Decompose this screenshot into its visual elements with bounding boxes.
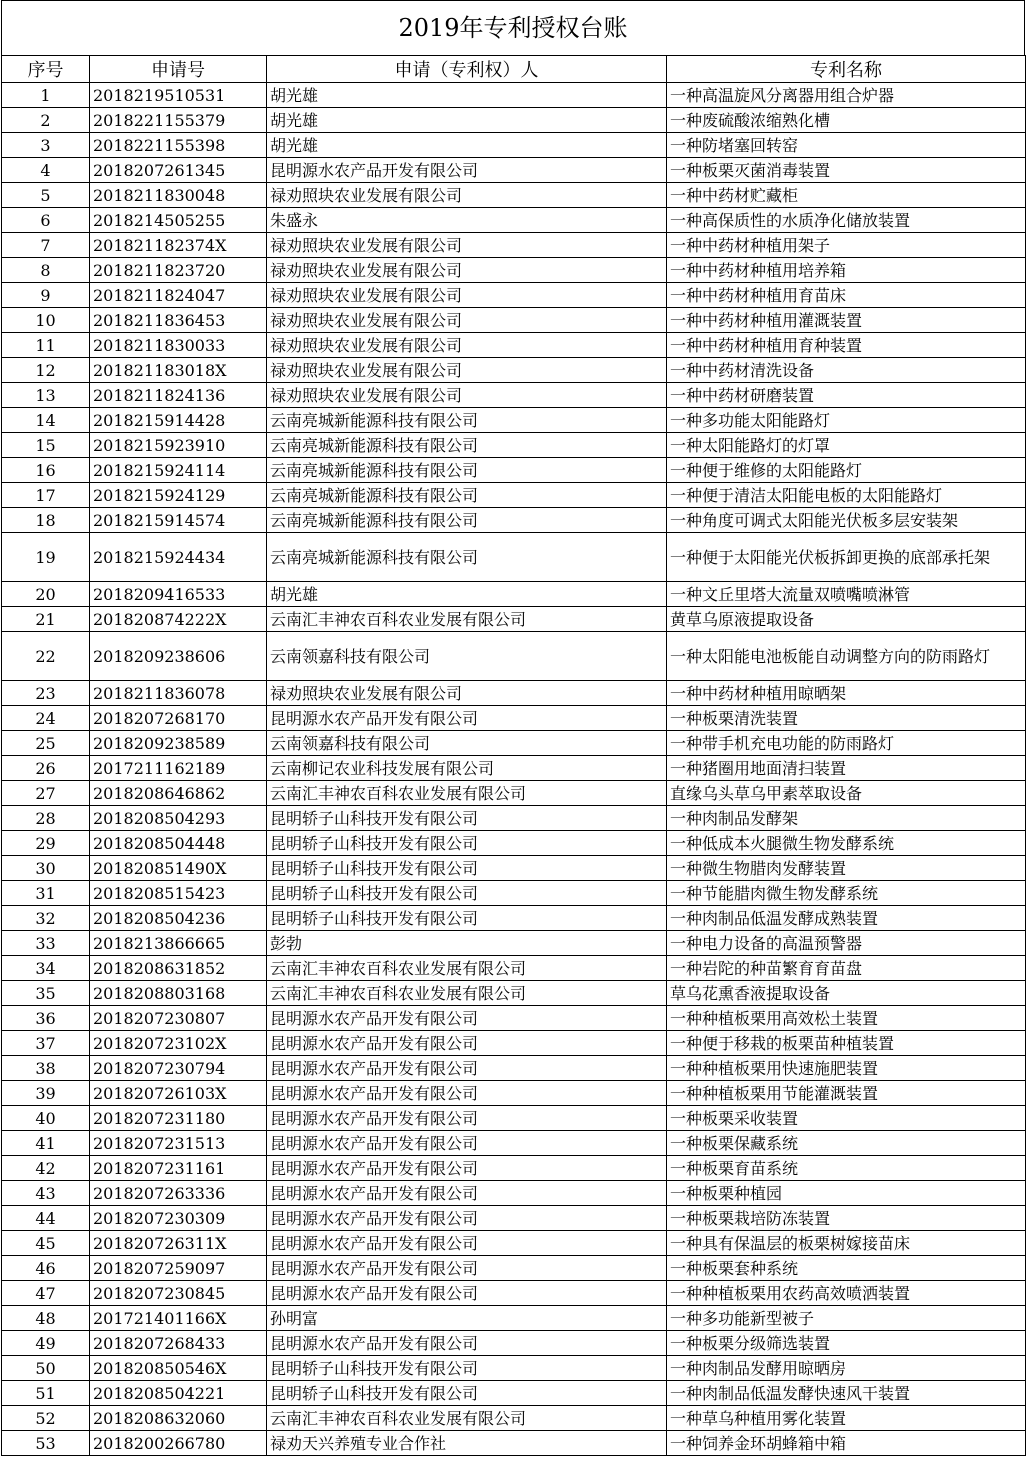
cell-patent-name: 一种饲养金环胡蜂箱中箱: [667, 1431, 1026, 1456]
cell-seq: 33: [2, 931, 90, 956]
cell-seq: 8: [2, 258, 90, 283]
cell-seq: 48: [2, 1306, 90, 1331]
cell-seq: 17: [2, 483, 90, 508]
cell-seq: 14: [2, 408, 90, 433]
table-header: [2, 56, 1026, 83]
cell-seq: 20: [2, 582, 90, 607]
cell-patent-name: 一种节能腊肉微生物发酵系统: [667, 881, 1026, 906]
cell-applicant: 禄劝照块农业发展有限公司: [267, 681, 667, 706]
cell-seq: 10: [2, 308, 90, 333]
cell-patent-name: 一种角度可调式太阳能光伏板多层安装架: [667, 508, 1026, 533]
table-row: [2, 333, 1026, 358]
cell-seq: 47: [2, 1281, 90, 1306]
table-row: [2, 1381, 1026, 1406]
table-row: [2, 183, 1026, 208]
cell-patent-name: 一种板栗分级筛选装置: [667, 1331, 1026, 1356]
cell-seq: 23: [2, 681, 90, 706]
cell-applicant: 云南汇丰神农百科农业发展有限公司: [267, 981, 667, 1006]
cell-seq: 5: [2, 183, 90, 208]
cell-patent-name: 一种便于清洁太阳能电板的太阳能路灯: [667, 483, 1026, 508]
cell-app-number: 2018211830033: [90, 333, 267, 358]
table-row: [2, 1206, 1026, 1231]
cell-applicant: 禄劝照块农业发展有限公司: [267, 308, 667, 333]
cell-patent-name: 一种低成本火腿微生物发酵系统: [667, 831, 1026, 856]
table-row: [2, 756, 1026, 781]
header-applicant: 申请（专利权）人: [267, 56, 667, 83]
cell-applicant: 昆明轿子山科技开发有限公司: [267, 806, 667, 831]
cell-app-number: 2018211824047: [90, 283, 267, 308]
cell-app-number: 2018207230807: [90, 1006, 267, 1031]
cell-app-number: 2018209416533: [90, 582, 267, 607]
table-row: [2, 1356, 1026, 1381]
cell-patent-name: 一种太阳能路灯的灯罩: [667, 433, 1026, 458]
cell-app-number: 201721401166X: [90, 1306, 267, 1331]
cell-seq: 46: [2, 1256, 90, 1281]
cell-patent-name: 一种防堵塞回转窑: [667, 133, 1026, 158]
cell-applicant: 禄劝照块农业发展有限公司: [267, 183, 667, 208]
cell-seq: 15: [2, 433, 90, 458]
cell-applicant: 昆明轿子山科技开发有限公司: [267, 856, 667, 881]
cell-patent-name: 一种便于移栽的板栗苗种植装置: [667, 1031, 1026, 1056]
cell-seq: 50: [2, 1356, 90, 1381]
cell-app-number: 2018208515423: [90, 881, 267, 906]
cell-seq: 16: [2, 458, 90, 483]
table-row: [2, 258, 1026, 283]
cell-seq: 39: [2, 1081, 90, 1106]
table-row: [2, 1181, 1026, 1206]
cell-app-number: 2018215914428: [90, 408, 267, 433]
cell-seq: 19: [2, 533, 90, 582]
cell-patent-name: 一种太阳能电池板能自动调整方向的防雨路灯: [667, 632, 1026, 681]
cell-patent-name: 一种岩陀的种苗繁育育苗盘: [667, 956, 1026, 981]
table-row: [2, 508, 1026, 533]
cell-app-number: 2018208646862: [90, 781, 267, 806]
cell-app-number: 2018208504293: [90, 806, 267, 831]
cell-app-number: 2018207231161: [90, 1156, 267, 1181]
cell-seq: 38: [2, 1056, 90, 1081]
cell-patent-name: 一种中药材种植用晾晒架: [667, 681, 1026, 706]
header-seq: 序号: [2, 56, 90, 83]
cell-app-number: 2018211836453: [90, 308, 267, 333]
cell-app-number: 2018215924129: [90, 483, 267, 508]
cell-app-number: 2018207268170: [90, 706, 267, 731]
cell-applicant: 云南汇丰神农百科农业发展有限公司: [267, 781, 667, 806]
table-row: [2, 158, 1026, 183]
cell-patent-name: 一种板栗种植园: [667, 1181, 1026, 1206]
cell-applicant: 昆明源水农产品开发有限公司: [267, 1206, 667, 1231]
cell-patent-name: 一种高温旋风分离器用组合炉器: [667, 83, 1026, 108]
cell-app-number: 201820726103X: [90, 1081, 267, 1106]
cell-app-number: 201820851490X: [90, 856, 267, 881]
cell-app-number: 2018209238589: [90, 731, 267, 756]
cell-applicant: 胡光雄: [267, 582, 667, 607]
cell-app-number: 2018207231180: [90, 1106, 267, 1131]
cell-patent-name: 一种板栗灭菌消毒装置: [667, 158, 1026, 183]
cell-app-number: 2018207230309: [90, 1206, 267, 1231]
cell-applicant: 云南柳记农业科技发展有限公司: [267, 756, 667, 781]
cell-app-number: 2018215924434: [90, 533, 267, 582]
cell-patent-name: 一种中药材研磨装置: [667, 383, 1026, 408]
sheet-title: 2019年专利授权台账: [1, 0, 1025, 55]
cell-app-number: 2018211824136: [90, 383, 267, 408]
cell-applicant: 禄劝照块农业发展有限公司: [267, 333, 667, 358]
cell-applicant: 昆明源水农产品开发有限公司: [267, 1056, 667, 1081]
cell-seq: 18: [2, 508, 90, 533]
cell-applicant: 禄劝照块农业发展有限公司: [267, 383, 667, 408]
cell-applicant: 云南领嘉科技有限公司: [267, 632, 667, 681]
table-row: [2, 383, 1026, 408]
cell-app-number: 2018211830048: [90, 183, 267, 208]
table-row: [2, 1331, 1026, 1356]
cell-applicant: 云南汇丰神农百科农业发展有限公司: [267, 607, 667, 632]
cell-app-number: 2018207261345: [90, 158, 267, 183]
patent-table: [1, 55, 1026, 1456]
cell-patent-name: 一种种植板栗用高效松土装置: [667, 1006, 1026, 1031]
table-row: [2, 856, 1026, 881]
cell-seq: 9: [2, 283, 90, 308]
cell-seq: 34: [2, 956, 90, 981]
table-row: [2, 906, 1026, 931]
cell-seq: 31: [2, 881, 90, 906]
cell-patent-name: 一种电力设备的高温预警器: [667, 931, 1026, 956]
table-row: [2, 308, 1026, 333]
cell-seq: 2: [2, 108, 90, 133]
cell-app-number: 2018221155398: [90, 133, 267, 158]
cell-patent-name: 一种文丘里塔大流量双喷嘴喷淋管: [667, 582, 1026, 607]
cell-seq: 40: [2, 1106, 90, 1131]
cell-patent-name: 一种便于维修的太阳能路灯: [667, 458, 1026, 483]
cell-seq: 49: [2, 1331, 90, 1356]
cell-app-number: 2018219510531: [90, 83, 267, 108]
cell-applicant: 云南亮城新能源科技有限公司: [267, 483, 667, 508]
cell-app-number: 2018207230794: [90, 1056, 267, 1081]
table-row: [2, 706, 1026, 731]
cell-patent-name: 一种肉制品发酵用晾晒房: [667, 1356, 1026, 1381]
cell-seq: 24: [2, 706, 90, 731]
cell-applicant: 昆明源水农产品开发有限公司: [267, 1331, 667, 1356]
cell-patent-name: 一种板栗育苗系统: [667, 1156, 1026, 1181]
cell-seq: 21: [2, 607, 90, 632]
cell-applicant: 朱盛永: [267, 208, 667, 233]
cell-seq: 29: [2, 831, 90, 856]
table-row: [2, 1406, 1026, 1431]
cell-app-number: 2018208504448: [90, 831, 267, 856]
cell-patent-name: 一种多功能新型被子: [667, 1306, 1026, 1331]
header-app-number: 申请号: [90, 56, 267, 83]
cell-patent-name: 直缘乌头草乌甲素萃取设备: [667, 781, 1026, 806]
cell-patent-name: 一种多功能太阳能路灯: [667, 408, 1026, 433]
cell-seq: 44: [2, 1206, 90, 1231]
table-row: [2, 133, 1026, 158]
cell-patent-name: 一种种植板栗用农药高效喷洒装置: [667, 1281, 1026, 1306]
table-row: [2, 681, 1026, 706]
cell-app-number: 2018213866665: [90, 931, 267, 956]
cell-app-number: 2018207263336: [90, 1181, 267, 1206]
table-row: [2, 108, 1026, 133]
cell-seq: 52: [2, 1406, 90, 1431]
cell-seq: 35: [2, 981, 90, 1006]
cell-seq: 42: [2, 1156, 90, 1181]
cell-seq: 4: [2, 158, 90, 183]
cell-app-number: 2018207231513: [90, 1131, 267, 1156]
cell-app-number: 2018207259097: [90, 1256, 267, 1281]
cell-app-number: 201820723102X: [90, 1031, 267, 1056]
table-row: [2, 408, 1026, 433]
cell-patent-name: 一种草乌种植用雾化装置: [667, 1406, 1026, 1431]
cell-applicant: 昆明轿子山科技开发有限公司: [267, 881, 667, 906]
cell-applicant: 昆明源水农产品开发有限公司: [267, 1106, 667, 1131]
cell-applicant: 禄劝照块农业发展有限公司: [267, 258, 667, 283]
cell-seq: 36: [2, 1006, 90, 1031]
table-row: [2, 1006, 1026, 1031]
cell-patent-name: 一种便于太阳能光伏板拆卸更换的底部承托架: [667, 533, 1026, 582]
cell-seq: 41: [2, 1131, 90, 1156]
cell-applicant: 昆明源水农产品开发有限公司: [267, 1281, 667, 1306]
table-row: [2, 1231, 1026, 1256]
table-row: [2, 433, 1026, 458]
cell-app-number: 2018208631852: [90, 956, 267, 981]
table-row: [2, 1056, 1026, 1081]
table-row: [2, 83, 1026, 108]
cell-patent-name: 一种猪圈用地面清扫装置: [667, 756, 1026, 781]
cell-app-number: 2018215924114: [90, 458, 267, 483]
cell-app-number: 2018200266780: [90, 1431, 267, 1456]
cell-applicant: 禄劝天兴养殖专业合作社: [267, 1431, 667, 1456]
cell-app-number: 2018211823720: [90, 258, 267, 283]
table-row: [2, 1431, 1026, 1456]
table-row: [2, 533, 1026, 582]
cell-seq: 26: [2, 756, 90, 781]
cell-patent-name: 一种肉制品低温发酵快速风干装置: [667, 1381, 1026, 1406]
cell-app-number: 2017211162189: [90, 756, 267, 781]
cell-app-number: 2018215914574: [90, 508, 267, 533]
cell-seq: 37: [2, 1031, 90, 1056]
cell-applicant: 云南亮城新能源科技有限公司: [267, 533, 667, 582]
cell-applicant: 昆明源水农产品开发有限公司: [267, 706, 667, 731]
table-row: [2, 458, 1026, 483]
cell-applicant: 禄劝照块农业发展有限公司: [267, 358, 667, 383]
cell-app-number: 2018208632060: [90, 1406, 267, 1431]
cell-applicant: 昆明源水农产品开发有限公司: [267, 1256, 667, 1281]
cell-applicant: 云南亮城新能源科技有限公司: [267, 433, 667, 458]
table-row: [2, 806, 1026, 831]
cell-patent-name: 一种中药材种植用育种装置: [667, 333, 1026, 358]
cell-applicant: 禄劝照块农业发展有限公司: [267, 233, 667, 258]
table-row: [2, 208, 1026, 233]
table-row: [2, 233, 1026, 258]
table-row: [2, 781, 1026, 806]
cell-applicant: 彭勃: [267, 931, 667, 956]
cell-patent-name: 一种肉制品低温发酵成熟装置: [667, 906, 1026, 931]
cell-app-number: 201820874222X: [90, 607, 267, 632]
cell-app-number: 201821183018X: [90, 358, 267, 383]
cell-applicant: 胡光雄: [267, 83, 667, 108]
cell-app-number: 2018215923910: [90, 433, 267, 458]
table-body: [2, 83, 1026, 1456]
cell-patent-name: 一种带手机充电功能的防雨路灯: [667, 731, 1026, 756]
table-row: [2, 1106, 1026, 1131]
table-row: [2, 1081, 1026, 1106]
table-row: [2, 582, 1026, 607]
cell-patent-name: 一种微生物腊肉发酵装置: [667, 856, 1026, 881]
cell-applicant: 禄劝照块农业发展有限公司: [267, 283, 667, 308]
table-row: [2, 283, 1026, 308]
table-row: [2, 981, 1026, 1006]
cell-patent-name: 一种种植板栗用节能灌溉装置: [667, 1081, 1026, 1106]
cell-seq: 28: [2, 806, 90, 831]
cell-applicant: 云南汇丰神农百科农业发展有限公司: [267, 1406, 667, 1431]
cell-applicant: 昆明源水农产品开发有限公司: [267, 1006, 667, 1031]
table-row: [2, 607, 1026, 632]
cell-seq: 7: [2, 233, 90, 258]
table-row: [2, 1306, 1026, 1331]
cell-patent-name: 一种板栗保藏系统: [667, 1131, 1026, 1156]
table-row: [2, 931, 1026, 956]
cell-applicant: 昆明轿子山科技开发有限公司: [267, 906, 667, 931]
cell-applicant: 昆明源水农产品开发有限公司: [267, 1156, 667, 1181]
table-row: [2, 1131, 1026, 1156]
cell-applicant: 胡光雄: [267, 133, 667, 158]
cell-seq: 51: [2, 1381, 90, 1406]
cell-patent-name: 一种中药材清洗设备: [667, 358, 1026, 383]
table-row: [2, 632, 1026, 681]
cell-app-number: 201820726311X: [90, 1231, 267, 1256]
cell-applicant: 云南亮城新能源科技有限公司: [267, 508, 667, 533]
cell-patent-name: 一种中药材贮藏柜: [667, 183, 1026, 208]
table-row: [2, 358, 1026, 383]
cell-seq: 13: [2, 383, 90, 408]
cell-patent-name: 一种板栗采收装置: [667, 1106, 1026, 1131]
cell-patent-name: 草乌花熏香液提取设备: [667, 981, 1026, 1006]
table-row: [2, 483, 1026, 508]
cell-applicant: 孙明富: [267, 1306, 667, 1331]
cell-applicant: 云南领嘉科技有限公司: [267, 731, 667, 756]
cell-applicant: 胡光雄: [267, 108, 667, 133]
cell-seq: 45: [2, 1231, 90, 1256]
cell-applicant: 昆明源水农产品开发有限公司: [267, 158, 667, 183]
cell-seq: 1: [2, 83, 90, 108]
table-row: [2, 1031, 1026, 1056]
cell-patent-name: 一种中药材种植用育苗床: [667, 283, 1026, 308]
cell-patent-name: 一种中药材种植用架子: [667, 233, 1026, 258]
cell-applicant: 云南亮城新能源科技有限公司: [267, 458, 667, 483]
cell-seq: 53: [2, 1431, 90, 1456]
table-row: [2, 831, 1026, 856]
cell-app-number: 2018208803168: [90, 981, 267, 1006]
cell-app-number: 2018208504236: [90, 906, 267, 931]
cell-app-number: 2018207230845: [90, 1281, 267, 1306]
cell-app-number: 2018208504221: [90, 1381, 267, 1406]
table-row: [2, 731, 1026, 756]
cell-patent-name: 一种板栗栽培防冻装置: [667, 1206, 1026, 1231]
cell-app-number: 2018209238606: [90, 632, 267, 681]
cell-applicant: 昆明源水农产品开发有限公司: [267, 1031, 667, 1056]
cell-patent-name: 一种中药材种植用灌溉装置: [667, 308, 1026, 333]
cell-seq: 22: [2, 632, 90, 681]
cell-applicant: 昆明轿子山科技开发有限公司: [267, 1356, 667, 1381]
cell-app-number: 2018207268433: [90, 1331, 267, 1356]
cell-seq: 3: [2, 133, 90, 158]
cell-seq: 30: [2, 856, 90, 881]
cell-app-number: 2018214505255: [90, 208, 267, 233]
cell-applicant: 昆明源水农产品开发有限公司: [267, 1131, 667, 1156]
cell-applicant: 昆明源水农产品开发有限公司: [267, 1181, 667, 1206]
cell-patent-name: 一种板栗套种系统: [667, 1256, 1026, 1281]
cell-app-number: 201820850546X: [90, 1356, 267, 1381]
cell-patent-name: 一种中药材种植用培养箱: [667, 258, 1026, 283]
cell-patent-name: 黄草乌原液提取设备: [667, 607, 1026, 632]
cell-applicant: 昆明轿子山科技开发有限公司: [267, 831, 667, 856]
table-row: [2, 881, 1026, 906]
cell-app-number: 2018211836078: [90, 681, 267, 706]
cell-seq: 25: [2, 731, 90, 756]
cell-seq: 12: [2, 358, 90, 383]
cell-seq: 6: [2, 208, 90, 233]
cell-applicant: 昆明源水农产品开发有限公司: [267, 1081, 667, 1106]
cell-app-number: 2018221155379: [90, 108, 267, 133]
cell-seq: 27: [2, 781, 90, 806]
cell-seq: 11: [2, 333, 90, 358]
cell-patent-name: 一种废硫酸浓缩熟化槽: [667, 108, 1026, 133]
cell-seq: 43: [2, 1181, 90, 1206]
cell-app-number: 201821182374X: [90, 233, 267, 258]
cell-patent-name: 一种具有保温层的板栗树嫁接苗床: [667, 1231, 1026, 1256]
patent-ledger-sheet: [1, 0, 1025, 1456]
cell-patent-name: 一种种植板栗用快速施肥装置: [667, 1056, 1026, 1081]
cell-applicant: 云南亮城新能源科技有限公司: [267, 408, 667, 433]
cell-applicant: 昆明源水农产品开发有限公司: [267, 1231, 667, 1256]
table-row: [2, 1156, 1026, 1181]
cell-applicant: 云南汇丰神农百科农业发展有限公司: [267, 956, 667, 981]
cell-seq: 32: [2, 906, 90, 931]
cell-patent-name: 一种肉制品发酵架: [667, 806, 1026, 831]
table-row: [2, 1256, 1026, 1281]
cell-patent-name: 一种板栗清洗装置: [667, 706, 1026, 731]
cell-applicant: 昆明轿子山科技开发有限公司: [267, 1381, 667, 1406]
table-row: [2, 1281, 1026, 1306]
header-patent-name: 专利名称: [667, 56, 1026, 83]
cell-patent-name: 一种高保质性的水质净化储放装置: [667, 208, 1026, 233]
table-row: [2, 956, 1026, 981]
